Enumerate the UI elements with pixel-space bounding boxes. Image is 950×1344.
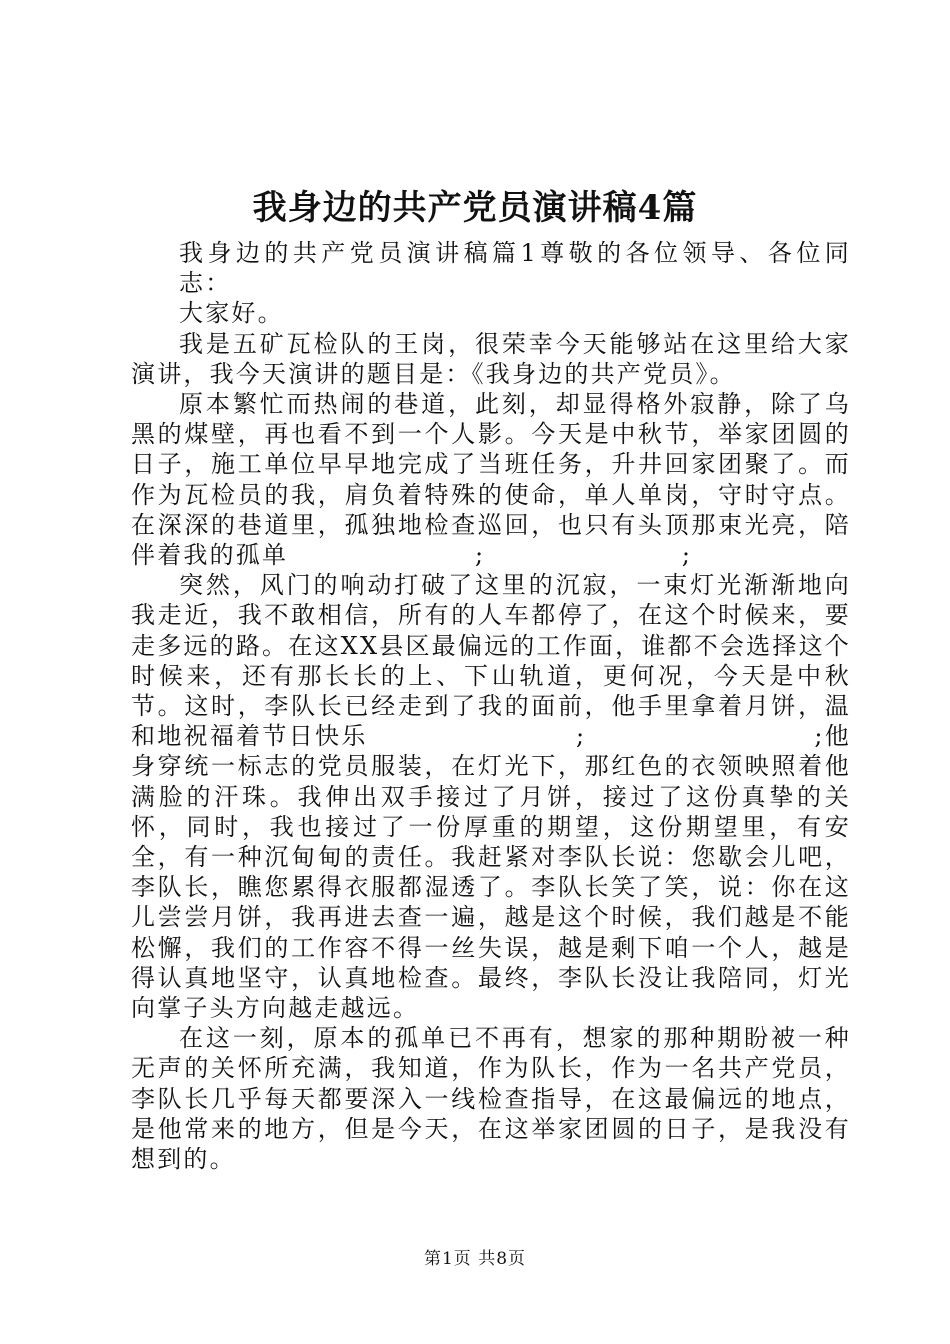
paragraph-arrival-text: 突然，风门的响动打破了这里的沉寂，一束灯光渐渐地向我走近，我不敢相信，所有的人车都停了，在这个时候来，要走多远的路。在这XX县区最偏远的工作面，谁都不会选择这个时候来，还有那长长的上、下山轨道，更何况，今天是中秋节。这时，李队长已经走到了我的面前，他手里拿着月饼，温和地祝福着节日快乐 bbox=[131, 571, 851, 751]
separator-mark: ; bbox=[575, 722, 587, 751]
separator-mark: ; bbox=[814, 722, 825, 751]
document-title: 我身边的共产党员演讲稿4篇 bbox=[252, 188, 698, 228]
separator-mark: ; bbox=[681, 541, 693, 570]
paragraph-arrival bbox=[131, 570, 851, 1023]
separator-mark: ; bbox=[474, 541, 486, 570]
paragraph-scene bbox=[131, 389, 851, 570]
paragraph-reflection: 在这一刻，原本的孤单已不再有，想家的那种期盼被一种无声的关怀所充满，我知道，作为队长，作为一名共产党员，李队长几乎每天都要深入一线检查指导，在这最偏远的地点，是他常来的地方，但是今天，在这举家团圆的日子，是我没有想到的。 bbox=[131, 1024, 851, 1174]
page-number-footer: 第1页 共8页 bbox=[423, 1249, 527, 1269]
paragraph-hello: 大家好。 bbox=[179, 299, 284, 328]
paragraph-intro: 我是五矿瓦检队的王岗，很荣幸今天能够站在这里给大家演讲，我今天演讲的题目是：《我身边的共产党员》。 bbox=[131, 329, 851, 388]
paragraph-greeting-line: 我身边的共产党员演讲稿篇1尊敬的各位领导、各位同志： bbox=[179, 239, 851, 298]
document-body bbox=[131, 238, 851, 1174]
paragraph-scene-text: 原本繁忙而热闹的巷道，此刻，却显得格外寂静，除了乌黑的煤壁，再也看不到一个人影。今天是中秋节，举家团圆的日子，施工单位早早地完成了当班任务，升井回家团聚了。而作为瓦检员的我，肩负着特殊的使命，单人单岗，守时守点。在深深的巷道里，孤独地检查巡回，也只有头顶那束光亮，陪伴着我的孤单 bbox=[131, 390, 851, 570]
paragraph-arrival-continued: 他身穿统一标志的党员服装，在灯光下，那红色的衣领映照着他满脸的汗珠。我伸出双手接过了月饼，接过了这份真挚的关怀，同时，我也接过了一份厚重的期望，这份期望里，有安全，有一种沉甸甸的责任。我赶紧对李队长说：您歇会儿吧，李队长，瞧您累得衣服都湿透了。李队长笑了笑，说：你在这儿尝尝月饼，我再进去查一遍，越是这个时候，我们越是不能松懈，我们的工作容不得一丝失误，越是剩下咱一个人，越是得认真地坚守，认真地检查。最终，李队长没让我陪同，灯光向掌子头方向越走越远。 bbox=[131, 722, 851, 1023]
